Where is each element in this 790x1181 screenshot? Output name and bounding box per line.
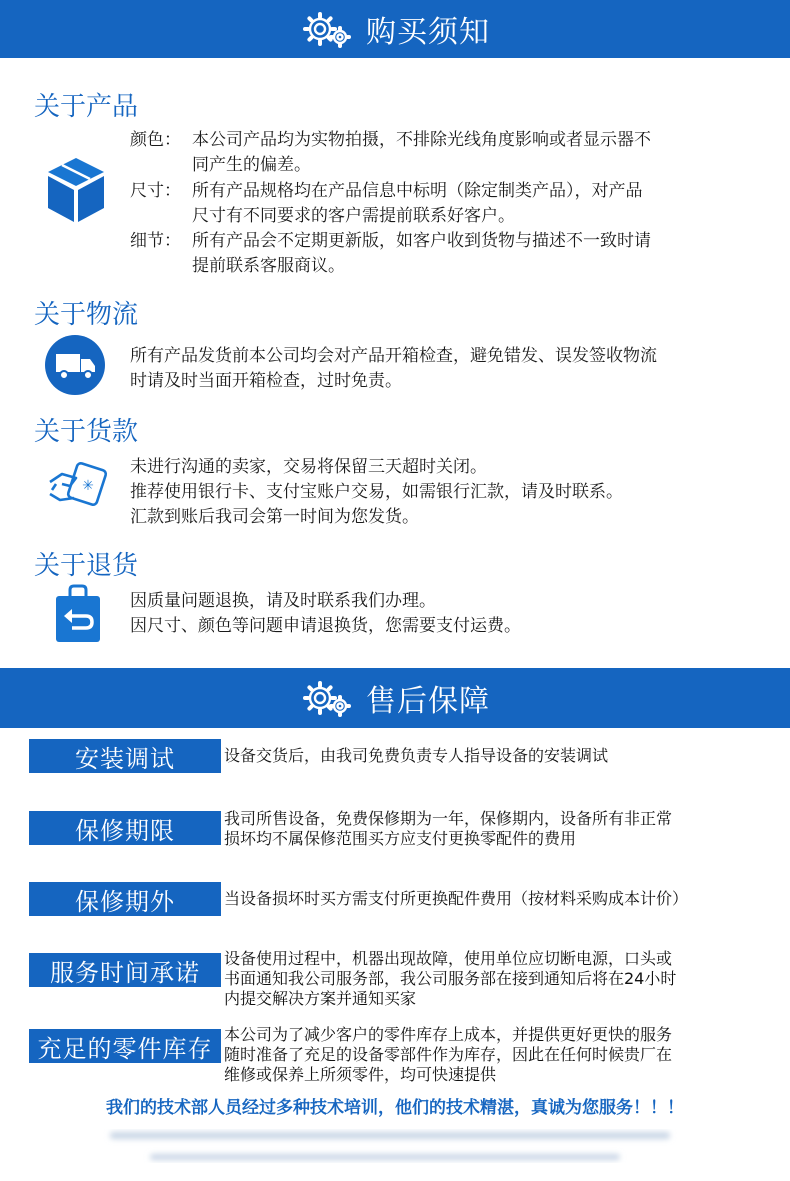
text-line: 当设备损坏时买方需支付所更换配件费用（按材料采购成本计价） bbox=[224, 889, 689, 908]
badge-out-of-warranty: 保修期外 bbox=[29, 882, 221, 916]
after-sales-banner bbox=[0, 668, 790, 728]
text-line: 我司所售设备，免费保修期为一年，保修期内，设备所有非正常 bbox=[224, 809, 673, 828]
svg-text:✳: ✳ bbox=[82, 478, 94, 494]
returns-text bbox=[130, 589, 521, 639]
text-line: 损坏均不属保修范围买方应支付更换零配件的费用 bbox=[224, 829, 577, 848]
warranty-period-desc bbox=[224, 809, 672, 849]
section-title-returns: 关于退货 bbox=[34, 551, 139, 581]
box-icon bbox=[44, 154, 108, 226]
gears-icon bbox=[300, 7, 352, 51]
product-detail-row bbox=[130, 229, 651, 279]
gears-icon bbox=[300, 676, 352, 720]
out-of-warranty-desc bbox=[224, 889, 688, 909]
row-text: 提前联系客服商议。 bbox=[192, 256, 345, 276]
row-text: 同产生的偏差。 bbox=[192, 155, 311, 175]
parts-inventory-desc bbox=[224, 1025, 672, 1085]
text-line: 随时准备了充足的设备零部件作为库存，因此在任何时候贵厂在 bbox=[224, 1045, 673, 1064]
row-text: 尺寸有不同要求的客户需提前联系好客户。 bbox=[192, 206, 515, 226]
footer-slogan: 我们的技术部人员经过多种技术培训，他们的技术精湛，真诚为您服务！！！ bbox=[106, 1098, 684, 1118]
section-title-logistics: 关于物流 bbox=[34, 300, 139, 330]
installation-desc bbox=[224, 746, 608, 766]
banner-title: 售后保障 bbox=[366, 684, 490, 719]
product-size-row bbox=[130, 179, 643, 229]
text-line: 推荐使用银行卡、支付宝账户交易，如需银行汇款，请及时联系。 bbox=[130, 482, 623, 502]
row-text: 所有产品规格均在产品信息中标明（除定制类产品），对产品 bbox=[192, 181, 643, 201]
text-line: 未进行沟通的卖家，交易将保留三天超时关闭。 bbox=[130, 457, 487, 477]
payment-text bbox=[130, 455, 623, 530]
section-title-payment: 关于货款 bbox=[34, 417, 139, 447]
badge-installation: 安装调试 bbox=[29, 739, 221, 773]
text-line: 设备使用过程中，机器出现故障，使用单位应切断电源，口头或 bbox=[224, 949, 673, 968]
text-line: 汇款到账后我司会第一时间为您发货。 bbox=[130, 507, 419, 527]
text-line: 内提交解决方案并通知买家 bbox=[224, 989, 417, 1008]
badge-service-time: 服务时间承诺 bbox=[29, 953, 221, 987]
purchase-notice-banner bbox=[0, 0, 790, 58]
truck-icon bbox=[44, 334, 106, 396]
service-time-desc bbox=[224, 949, 676, 1009]
text-line: 本公司为了减少客户的零件库存上成本，并提供更好更快的服务 bbox=[224, 1025, 673, 1044]
text-line: 设备交货后，由我司免费负责专人指导设备的安装调试 bbox=[224, 746, 609, 765]
text-line: 时请及时当面开箱检查，过时免责。 bbox=[130, 371, 402, 391]
blurred-text-decoration bbox=[0, 1118, 790, 1181]
text-line: 所有产品发货前本公司均会对产品开箱检查，避免错发、误发签收物流 bbox=[130, 346, 657, 366]
row-label: 尺寸： bbox=[130, 181, 181, 201]
row-label: 细节： bbox=[130, 231, 181, 251]
card-payment-icon bbox=[46, 460, 108, 510]
text-line: 因质量问题退换，请及时联系我们办理。 bbox=[130, 591, 436, 611]
banner-title: 购买须知 bbox=[366, 15, 490, 50]
section-title-product: 关于产品 bbox=[34, 92, 139, 122]
badge-warranty-period: 保修期限 bbox=[29, 811, 221, 845]
logistics-text bbox=[130, 344, 657, 394]
text-line: 书面通知我公司服务部，我公司服务部在接到通知后将在24小时 bbox=[224, 969, 677, 988]
product-color-row bbox=[130, 128, 651, 178]
text-line: 因尺寸、颜色等问题申请退换货，您需要支付运费。 bbox=[130, 616, 521, 636]
return-bag-icon bbox=[54, 584, 102, 644]
row-label: 颜色： bbox=[130, 130, 181, 150]
badge-parts-inventory: 充足的零件库存 bbox=[29, 1029, 221, 1063]
row-text: 所有产品会不定期更新版，如客户收到货物与描述不一致时请 bbox=[192, 231, 651, 251]
row-text: 本公司产品均为实物拍摄，不排除光线角度影响或者显示器不 bbox=[192, 130, 651, 150]
text-line: 维修或保养上所须零件，均可快速提供 bbox=[224, 1065, 497, 1084]
